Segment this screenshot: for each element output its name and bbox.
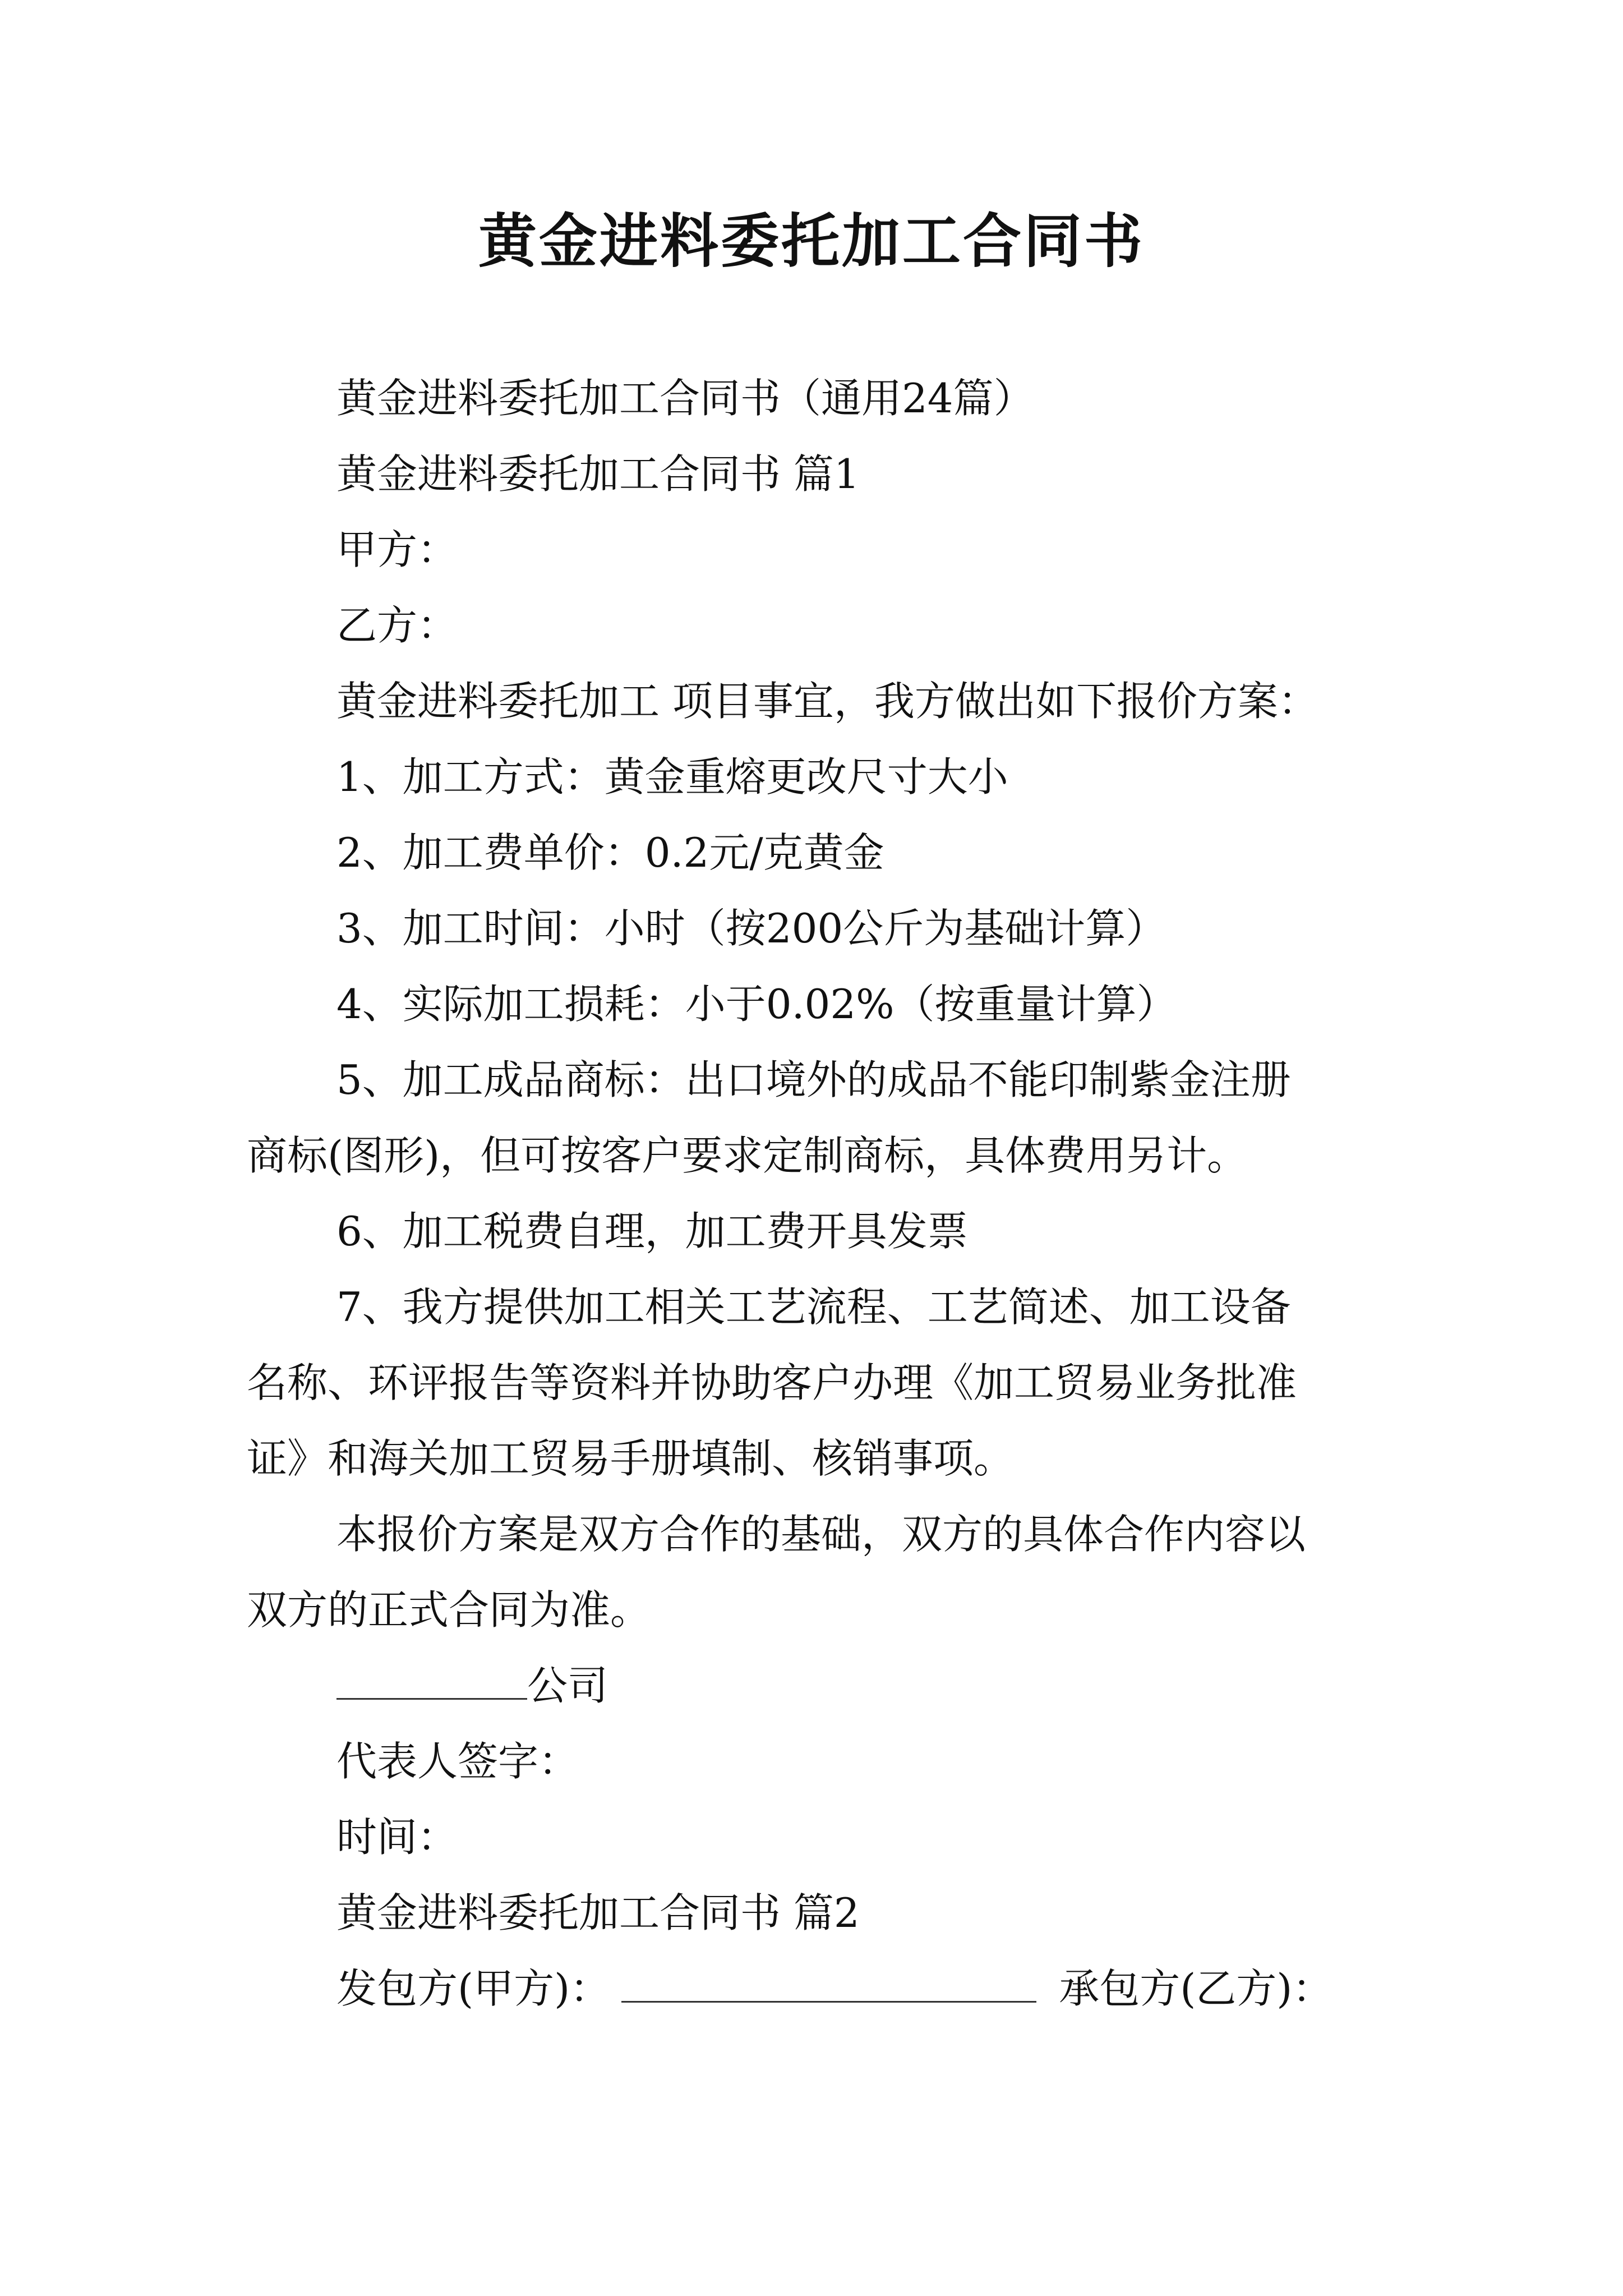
item-3: 3、加工时间：小时（按200公斤为基础计算） xyxy=(336,905,1166,952)
document-title: 黄金进料委托加工合同书 xyxy=(478,206,1145,275)
representative-signature: 代表人签字： xyxy=(336,1738,579,1785)
document-subtitle: 黄金进料委托加工合同书（通用24篇） xyxy=(336,375,1034,422)
item-7-line-3: 证》和海关加工贸易手册填制、核销事项。 xyxy=(247,1435,1015,1482)
item-2: 2、加工费单价：0.2元/克黄金 xyxy=(336,829,884,876)
section2-heading: 黄金进料委托加工合同书 篇2 xyxy=(336,1889,860,1936)
company-name-blank[interactable] xyxy=(336,1661,527,1700)
contract-parties-line xyxy=(336,1961,1332,2017)
company-suffix: 公司 xyxy=(527,1662,608,1709)
section1-heading: 黄金进料委托加工合同书 篇1 xyxy=(336,450,860,498)
item-7-line-2: 名称、环评报告等资料并协助客户办理《加工贸易业务批准 xyxy=(247,1359,1297,1406)
item-7-line-1: 7、我方提供加工相关工艺流程、工艺简述、加工设备 xyxy=(336,1283,1291,1331)
party-b-label: 乙方： xyxy=(336,602,458,649)
item-4: 4、实际加工损耗：小于0.02%（按重量计算） xyxy=(336,981,1177,1028)
closing-line-1: 本报价方案是双方合作的基础，双方的具体合作内容以 xyxy=(336,1511,1306,1558)
party-a-label: 甲方： xyxy=(336,526,458,573)
item-6: 6、加工税费自理，加工费开具发票 xyxy=(336,1208,968,1255)
contractor-label: 发包方(甲方)： xyxy=(336,1965,611,2012)
subcontractor-label: 承包方(乙方)： xyxy=(1059,1965,1333,2012)
intro-paragraph: 黄金进料委托加工 项目事宜，我方做出如下报价方案： xyxy=(336,678,1318,725)
company-signature-line xyxy=(336,1658,608,1714)
closing-line-2: 双方的正式合同为准。 xyxy=(247,1586,651,1634)
time-label: 时间： xyxy=(336,1814,458,1861)
item-5-line-2: 商标(图形)，但可按客户要求定制商标，具体费用另计。 xyxy=(247,1132,1248,1179)
item-1: 1、加工方式：黄金重熔更改尺寸大小 xyxy=(336,753,1008,800)
item-5-line-1: 5、加工成品商标：出口境外的成品不能印制紫金注册 xyxy=(336,1056,1291,1103)
contractor-blank[interactable] xyxy=(621,1964,1036,2003)
